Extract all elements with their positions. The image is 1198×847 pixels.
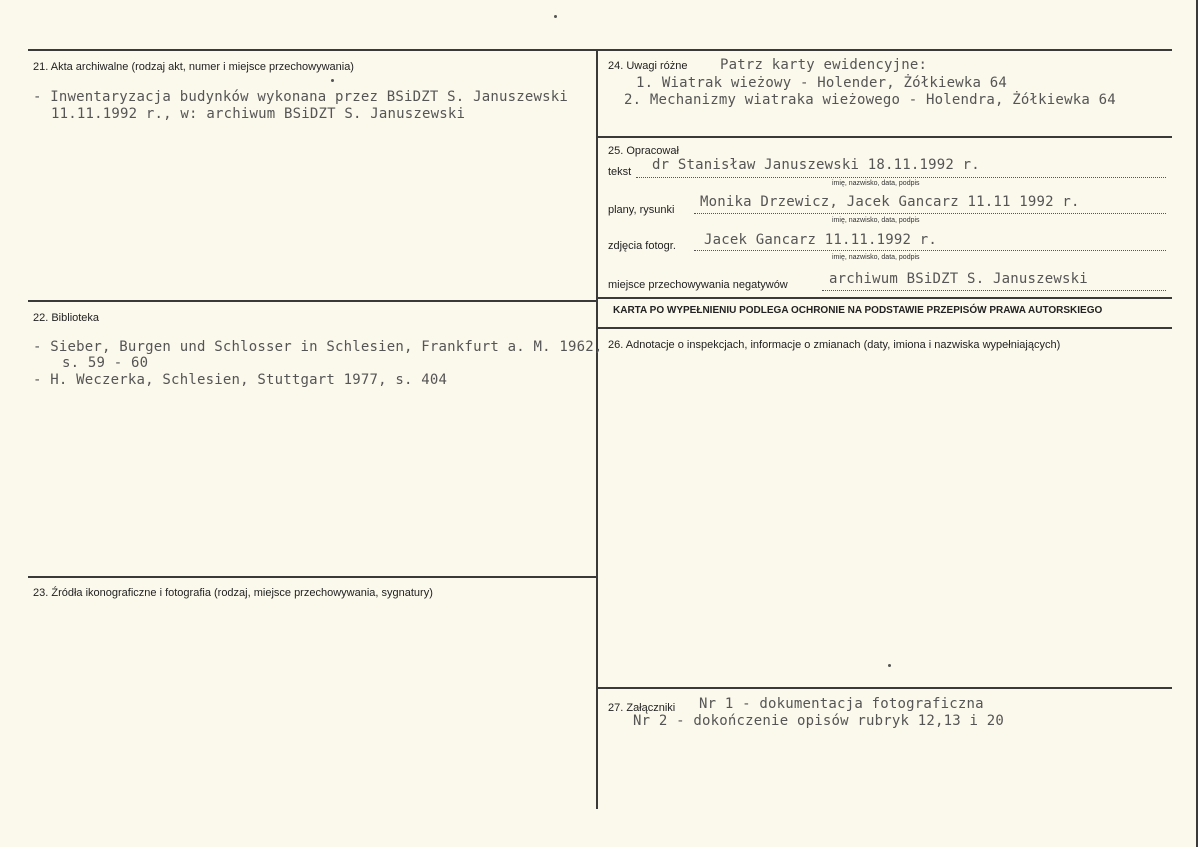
section-24-line-1: 1. Wiatrak wieżowy - Holender, Żółkiewka 64 [636, 75, 1008, 91]
section-25-title: 25. Opracował [608, 145, 679, 157]
top-border [28, 49, 1172, 51]
section-21-line-1: - Inwentaryzacja budynków wykonana przez BSiDZT S. Januszewski [33, 89, 568, 105]
divider-25-notice [597, 297, 1172, 299]
copyright-notice: KARTA PO WYPEŁNIENIU PODLEGA OCHRONIE NA PODSTAWIE PRZEPISÓW PRAWA AUTORSKIEGO [613, 305, 1103, 316]
zdjecia-hint: imię, nazwisko, data, podpis [832, 254, 920, 261]
section-22-line-2: s. 59 - 60 [62, 355, 149, 371]
plany-dotted-line [694, 213, 1166, 214]
divider-21-22 [28, 300, 598, 302]
stray-mark [888, 664, 891, 667]
divider-notice-26 [597, 327, 1172, 329]
section-22-line-1: - Sieber, Burgen und Schlosser in Schlesien, Frankfurt a. M. 1962, [33, 339, 603, 355]
stray-mark [331, 79, 334, 82]
plany-label: plany, rysunki [608, 204, 675, 216]
plany-hint: imię, nazwisko, data, podpis [832, 217, 920, 224]
section-27-line-1: Nr 1 - dokumentacja fotograficzna [699, 696, 984, 712]
zdjecia-label: zdjęcia fotogr. [608, 240, 676, 252]
negatywy-value: archiwum BSiDZT S. Januszewski [829, 271, 1088, 287]
negatywy-label: miejsce przechowywania negatywów [608, 279, 788, 291]
plany-value: Monika Drzewicz, Jacek Gancarz 11.11 1992 r. [700, 194, 1080, 210]
divider-22-23 [28, 576, 598, 578]
stray-mark [554, 15, 557, 18]
zdjecia-dotted-line [694, 250, 1166, 251]
section-27-line-2: Nr 2 - dokończenie opisów rubryk 12,13 i 20 [633, 713, 1005, 729]
section-22-title: 22. Biblioteka [33, 312, 100, 324]
divider-24-25 [597, 136, 1172, 138]
negatywy-dotted-line [822, 290, 1166, 291]
section-21-title: 21. Akta archiwalne (rodzaj akt, numer i miejsce przechowywania) [33, 61, 354, 73]
center-divider [596, 49, 598, 809]
section-21-line-2: 11.11.1992 r., w: archiwum BSiDZT S. Januszewski [51, 106, 466, 122]
section-24-title: 24. Uwagi różne [608, 60, 688, 72]
section-23-title: 23. Źródła ikonograficzne i fotografia (rodzaj, miejsce przechowywania, sygnatury) [33, 587, 433, 599]
section-27-title: 27. Załączniki [608, 702, 676, 714]
section-26-title: 26. Adnotacje o inspekcjach, informacje o zmianach (daty, imiona i nazwiska wypełniających) [608, 339, 1061, 351]
divider-26-27 [597, 687, 1172, 689]
section-22-line-3: - H. Weczerka, Schlesien, Stuttgart 1977, s. 404 [33, 372, 448, 388]
tekst-hint: imię, nazwisko, data, podpis [832, 180, 920, 187]
tekst-value: dr Stanisław Januszewski 18.11.1992 r. [652, 157, 980, 173]
zdjecia-value: Jacek Gancarz 11.11.1992 r. [704, 232, 937, 248]
tekst-dotted-line [636, 177, 1166, 178]
section-24-intro: Patrz karty ewidencyjne: [720, 57, 928, 73]
tekst-label: tekst [608, 166, 632, 178]
section-24-line-2: 2. Mechanizmy wiatraka wieżowego - Holendra, Żółkiewka 64 [624, 92, 1116, 108]
